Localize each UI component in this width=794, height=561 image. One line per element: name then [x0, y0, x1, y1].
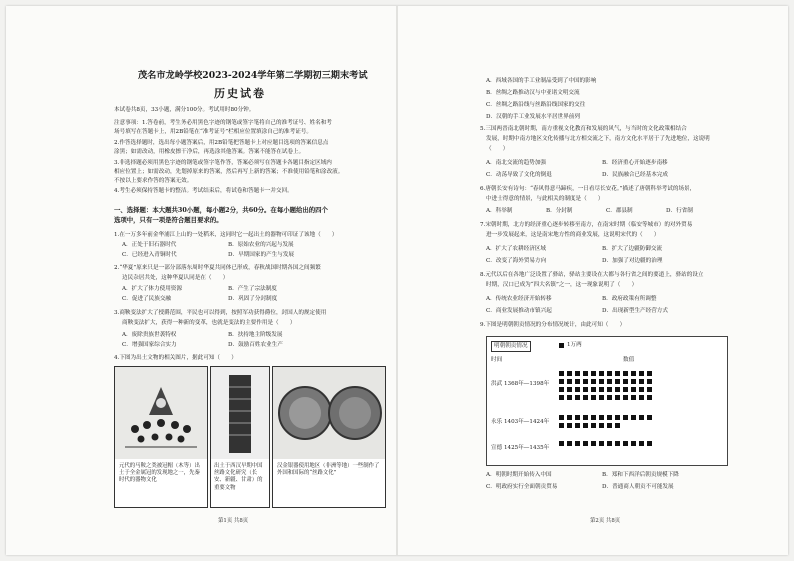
chart-unit-square — [599, 415, 604, 420]
chart-unit-square — [631, 379, 636, 384]
exam-title: 茂名市龙岭学校2023-2024学年第二学期初三期末考试 — [138, 70, 368, 81]
chart-unit-square — [615, 415, 620, 420]
artifact-image-panel — [272, 366, 386, 508]
chart-unit-square — [623, 387, 628, 392]
option-c: C．动荡导致了文化的倒退 — [486, 172, 552, 178]
artifact-caption: 汉金银器使用地区（非洲等地）一些制作了外国和国际的“丝路文化” — [277, 463, 380, 477]
chart-unit-square — [559, 395, 564, 400]
option-b: B．原始农业的兴起与发展 — [228, 242, 294, 248]
option-a: A．正处于旧石器时代 — [122, 242, 177, 248]
chart-unit-square — [607, 415, 612, 420]
option-d: D．汉朝的手工业发展水平居世界前列 — [486, 114, 580, 120]
chart-unit-square — [631, 441, 636, 446]
tribute-chart — [486, 336, 728, 466]
option-d: D．民族融合已经基本完成 — [602, 172, 669, 178]
chart-unit-square — [583, 395, 588, 400]
question-5-cont: 发展，时期中南方地区文化传播与北方相交流之下，南方文化水平居于了先进地位，这说明 — [486, 136, 710, 142]
option-b: B．分封制 — [546, 208, 573, 214]
note-line: 4.考生必须保持答题卡的整洁。考试结束后，将试卷和答题卡一并交回。 — [114, 188, 293, 194]
chart-unit-square — [583, 379, 588, 384]
exam-sheet — [6, 6, 788, 555]
chart-unit-square — [599, 423, 604, 428]
option-a: A．扩大了农耕经济区域 — [486, 246, 546, 252]
crown-artifact-image — [115, 367, 207, 459]
option-d: D．普通商人朝贡不可能发展 — [602, 484, 674, 490]
chart-unit-square — [623, 395, 628, 400]
chart-unit-square — [559, 387, 564, 392]
chart-unit-square — [647, 395, 652, 400]
chart-unit-square — [615, 379, 620, 384]
option-b: B．经济重心开始逐步南移 — [602, 160, 668, 166]
chart-unit-square — [559, 415, 564, 420]
chart-unit-square — [591, 379, 596, 384]
chart-unit-square — [647, 441, 652, 446]
chart-unit-square — [607, 395, 612, 400]
chart-unit-square — [575, 395, 580, 400]
chart-unit-square — [647, 371, 652, 376]
chart-unit-square — [599, 441, 604, 446]
column-header-amount: 数值 — [623, 357, 635, 363]
option-d: D．早期国家的产生与发展 — [228, 252, 295, 258]
page-footer: 第2页 共8页 — [590, 518, 621, 524]
chart-unit-square — [575, 379, 580, 384]
page-left — [6, 6, 394, 555]
chart-unit-square — [559, 379, 564, 384]
option-d: D．巩固了分封制度 — [228, 296, 278, 302]
category-label: 宣德 1425年—1435年 — [491, 445, 550, 451]
option-a: A．科举制 — [486, 208, 513, 214]
chart-unit-square — [607, 387, 612, 392]
chart-unit-square — [559, 441, 564, 446]
textile-artifact-image — [211, 367, 269, 459]
chart-unit-square — [631, 371, 636, 376]
option-c: C．促进了民族交融 — [122, 296, 172, 302]
page-divider — [396, 6, 398, 555]
option-c: C．增强国家综合实力 — [122, 342, 177, 348]
chart-unit-square — [599, 371, 604, 376]
option-a: A．西域各国的手工业制品受到了中国的影响 — [486, 78, 597, 84]
artifact-caption: 出土于西汉早期中国丝路文化研究（长安、新疆、甘肃）的重要文物 — [214, 463, 263, 491]
section-title-cont: 选项中，只有一项是符合题目要求的。 — [114, 216, 223, 224]
option-c: C．商业发展推动市镇兴起 — [486, 308, 552, 314]
option-c: C．丝绸之路沿线与丝路沿线国家的交往 — [486, 102, 586, 108]
option-a: A．明朝时期开始传入中国 — [486, 472, 552, 478]
chart-unit-square — [591, 423, 596, 428]
option-c: C．郡县制 — [606, 208, 633, 214]
question-8: 8.元代以后在各地广泛设置了驿站，驿站主要设在大都与各行省之间的要道上，驿站的设立 — [480, 272, 704, 278]
chart-unit-square — [647, 415, 652, 420]
legend-label: 1万两 — [567, 342, 582, 348]
chart-unit-square — [639, 395, 644, 400]
chart-unit-square — [591, 441, 596, 446]
subject-title: 历史试卷 — [214, 87, 266, 100]
chart-unit-square — [575, 423, 580, 428]
chart-unit-square — [567, 395, 572, 400]
option-c: C．改变了海外贸易方向 — [486, 258, 547, 264]
question-2-cont: 边民杂居共处，这种华夏认同是在（ ） — [122, 275, 229, 281]
category-label: 洪武 1368年—1398年 — [491, 381, 550, 387]
question-4: 4.下图为出土文物的相关图片，据此可知（ ） — [114, 355, 237, 361]
option-b: B．扩大了边疆防御交流 — [602, 246, 663, 252]
question-5-cont: （ ） — [486, 146, 509, 152]
page-footer: 第1页 共8页 — [218, 518, 249, 524]
option-d: D．出现新型生产经营方式 — [602, 308, 669, 314]
chart-unit-square — [591, 395, 596, 400]
option-a: A．传统农业经济开始转移 — [486, 296, 552, 302]
chart-unit-square — [607, 423, 612, 428]
question-6-cont: 中进士得意的情景，与此相关的制度是（ ） — [486, 196, 604, 202]
question-8-cont: 时期，汉口已成为“四大名镇”之一，这一现象说明了（ ） — [486, 282, 638, 288]
chart-unit-square — [559, 423, 564, 428]
note-line: 相应位置上；如需改动，先划掉原来的答案，然后再写上新的答案；不准使用铅笔和涂改液。 — [114, 169, 344, 175]
chart-unit-square — [631, 415, 636, 420]
question-3: 3.商鞅变法扩大了授爵范围，平民也可以得到，按照军功获得爵位，封国人的规定使用 — [114, 310, 327, 316]
chart-unit-square — [639, 371, 644, 376]
option-a: A．扩大了体力使用资源 — [122, 286, 182, 292]
note-line: 涂黑；如需改动，用橡皮擦干净后，再选涂其他答案。答案不能答在试卷上。 — [114, 149, 305, 155]
note-line: 2.作答选择题时，选出每小题答案后，用2B铅笔把答题卡上对应题目选项的答案信息点 — [114, 140, 329, 146]
chart-unit-square — [591, 387, 596, 392]
chart-unit-square — [615, 395, 620, 400]
page-right — [400, 6, 788, 555]
chart-unit-square — [639, 415, 644, 420]
chart-unit-square — [607, 379, 612, 384]
chart-unit-square — [559, 371, 564, 376]
chart-unit-square — [647, 387, 652, 392]
chart-unit-square — [583, 423, 588, 428]
chart-unit-square — [567, 379, 572, 384]
chart-unit-square — [639, 387, 644, 392]
chart-unit-square — [567, 387, 572, 392]
chart-box-label: 明朝朝贡情况 — [491, 341, 531, 352]
chart-unit-square — [607, 371, 612, 376]
chart-unit-square — [575, 387, 580, 392]
option-b: B．产生了宗法制度 — [228, 286, 277, 292]
chart-unit-square — [591, 415, 596, 420]
chart-unit-square — [583, 387, 588, 392]
chart-unit-square — [567, 423, 572, 428]
chart-unit-square — [615, 423, 620, 428]
question-7-cont: 进一步发展起来，这是南宋地方性的商业发展，这说明宋代的（ ） — [486, 232, 660, 238]
question-1: 1.在一万多年前金华浦江上山的一处稻米，这同时它一起出土的器物可印证了该地（ ） — [114, 232, 338, 238]
coin-artifact-image — [273, 367, 385, 459]
option-b: B．扶持地主阶级发展 — [228, 332, 283, 338]
chart-unit-square — [639, 441, 644, 446]
option-d: D．鼓励百姓农业生产 — [228, 342, 283, 348]
question-5: 5.三国两晋南北朝时期，南方重视文化教育和发展的风气，与当时的文化政策相结合 — [480, 126, 687, 132]
question-3-cont: 商鞅变法扩大，获得一种新的变革，也就是变法的主要作用是（ ） — [122, 320, 296, 326]
question-6: 6.唐朝长安有诗句：“春风得意马蹄疾，一日看尽长安花。”描述了唐朝科举考试的场景， — [480, 186, 696, 192]
chart-unit-square — [599, 387, 604, 392]
chart-unit-square — [575, 415, 580, 420]
chart-unit-square — [567, 415, 572, 420]
option-b: B．丝绸之路推动汉与中亚诸文明交流 — [486, 90, 580, 96]
chart-unit-square — [575, 371, 580, 376]
note-line: 注意事项：1.答卷前，考生务必用黑色字迹的钢笔或签字笔将自己的准考证号、姓名和考 — [114, 120, 332, 126]
chart-unit-square — [583, 441, 588, 446]
artifact-caption: 元代的马鞍之类被冠帽（木等）出土于全金属冠的发现地之一，先秦时代的器物文化 — [119, 463, 200, 484]
chart-unit-square — [615, 441, 620, 446]
chart-unit-square — [575, 441, 580, 446]
option-c: C．明政府实行全面朝贡贸易 — [486, 484, 558, 490]
chart-unit-square — [623, 441, 628, 446]
option-b: B．政府政策有所调整 — [602, 296, 657, 302]
chart-unit-square — [583, 371, 588, 376]
option-d: D．加强了对边疆的治理 — [602, 258, 663, 264]
legend-swatch — [559, 343, 564, 348]
column-header-time: 时间 — [491, 357, 503, 363]
chart-unit-square — [607, 441, 612, 446]
note-line: 场号填写在答题卡上，用2B铅笔在“准考证号”栏相应位置填涂自己的准考证号。 — [114, 129, 312, 135]
chart-unit-square — [567, 371, 572, 376]
chart-unit-square — [623, 371, 628, 376]
intro-text: 本试卷共8页，33小题，满分100分。考试用时80分钟。 — [114, 107, 255, 113]
category-label: 永乐 1403年—1424年 — [491, 419, 550, 425]
note-line: 不按以上要求作答的答案无效。 — [114, 178, 193, 184]
section-title: 一、选择题：本大题共30小题，每小题2分，共60分。在每小题给出的四个 — [114, 206, 328, 214]
question-9: 9.下图是明朝朝贡情况的分布情况统计，由此可知（ ） — [480, 322, 626, 328]
chart-unit-square — [623, 379, 628, 384]
chart-unit-square — [615, 387, 620, 392]
option-c: C．已经进入青铜时代 — [122, 252, 177, 258]
chart-unit-square — [639, 379, 644, 384]
option-a: A．南北交流的趋势加强 — [486, 160, 546, 166]
chart-unit-square — [647, 379, 652, 384]
chart-unit-square — [599, 395, 604, 400]
question-2: 2.“华夏”原来只是一部分部落东周时华夏共同体已形成，春秋战国时期各国之间频繁 — [114, 265, 321, 271]
chart-unit-square — [583, 415, 588, 420]
option-b: B．郑和下西洋后朝贡规模下降 — [602, 472, 679, 478]
chart-unit-square — [623, 415, 628, 420]
option-a: A．废除贵族世袭特权 — [122, 332, 177, 338]
option-d: D．行省制 — [666, 208, 693, 214]
chart-unit-square — [631, 387, 636, 392]
artifact-image-panel — [114, 366, 208, 508]
chart-unit-square — [631, 395, 636, 400]
chart-unit-square — [567, 441, 572, 446]
artifact-image-panel — [210, 366, 270, 508]
chart-unit-square — [615, 371, 620, 376]
question-7: 7.宋朝时期，北方的经济重心逐步转移至南方，在南宋时期（临安等城市）的对外贸易 — [480, 222, 693, 228]
chart-unit-square — [591, 371, 596, 376]
chart-unit-square — [599, 379, 604, 384]
note-line: 3.非选择题必须用黑色字迹的钢笔或签字笔作答，答案必须写在答题卡各题目指定区域内 — [114, 160, 332, 166]
